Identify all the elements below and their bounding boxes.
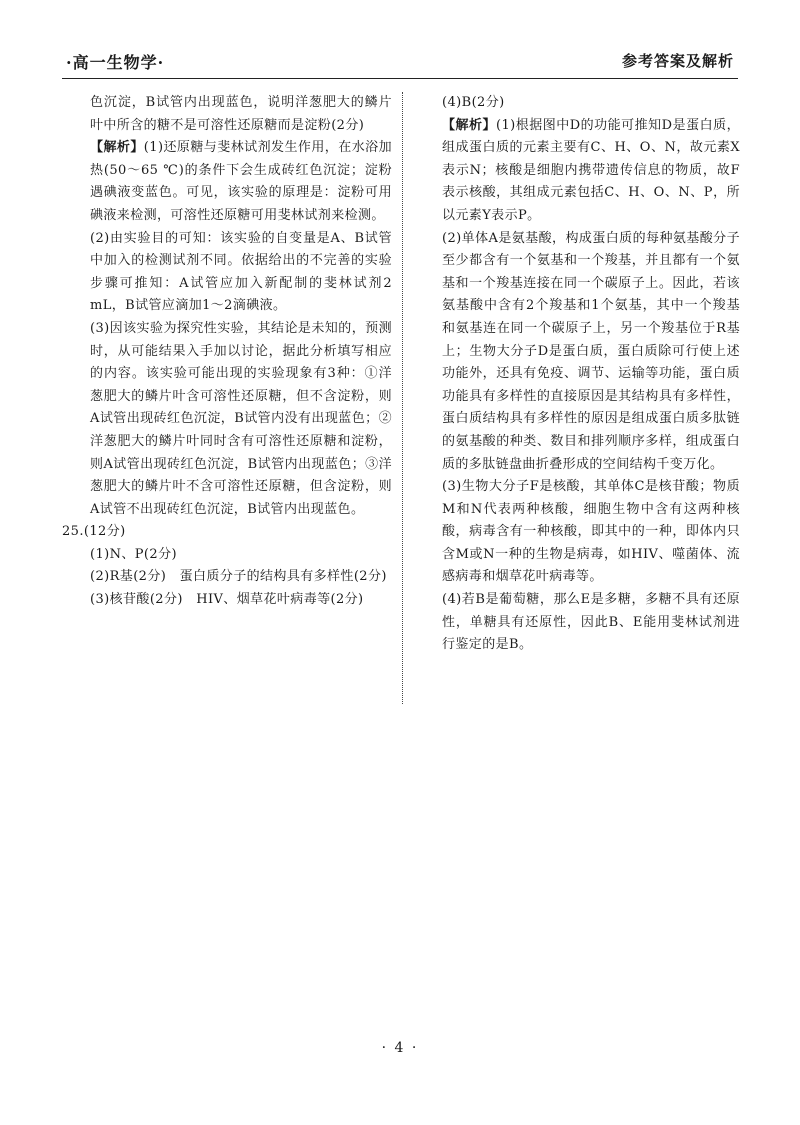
analysis-tag: 【解析】 <box>90 140 144 156</box>
answer-item-4: (4)B(2分) <box>442 95 505 110</box>
left-column <box>62 92 392 612</box>
analysis-paragraph-4: (4)若B是葡萄糖，那么E是多糖，多糖不具有还原性，单糖具有还原性，因此B、E能用斐林试剂进行鉴定的是B。 <box>442 592 740 653</box>
analysis-paragraph-2: (2)由实验目的可知：该实验的自变量是A、B试管中加入的检测试剂不同。依据给出的不完善的实验步骤可推知：A试管应加入新配制的斐林试剂2 mL，B试管应滴加1～2滴碘液。 <box>90 230 392 314</box>
page-header <box>62 44 738 79</box>
page-number: · 4 · <box>381 1040 419 1056</box>
question-number: 25.(12分) <box>62 524 126 540</box>
analysis-text: (1)还原糖与斐林试剂发生作用，在水浴加热(50～65 ℃)的条件下会生成砖红色沉淀；淀粉遇碘液变蓝色。可见，该实验的原理是：淀粉可用碘液来检测，可溶性还原糖可用斐林试剂来检测。 <box>90 140 392 223</box>
answer-item-2: (2)R基(2分) 蛋白质分子的结构具有多样性(2分) <box>90 569 387 585</box>
answer-item-3: (3)核苷酸(2分) HIV、烟草花叶病毒等(2分) <box>90 592 364 608</box>
analysis-text: (1)根据图中D的功能可推知D是蛋白质，组成蛋白质的元素主要有C、H、O、N，故元素X表示N；核酸是细胞内携带遗传信息的物质，故F表示核酸，其组成元素包括C、H、O、N、P，所以元素Y表示P。 <box>442 117 740 223</box>
column-divider <box>402 92 403 704</box>
analysis-paragraph <box>62 137 392 227</box>
right-column <box>414 92 740 657</box>
answer-item-1: (1)N、P(2分) <box>90 546 177 562</box>
answer-paragraph: 色沉淀，B试管内出现蓝色，说明洋葱肥大的鳞片叶中所含的糖不是可溶性还原糖而是淀粉(2分) <box>90 95 392 133</box>
analysis-paragraph-3: (3)生物大分子F是核酸，其单体C是核苷酸；物质M和N代表两种核酸，细胞生物中含有这两种核酸，病毒含有一种核酸，即其中的一种，即体内只含M或N一种的生物是病毒，如HIV、噬菌体、流感病毒和烟草花叶病毒等。 <box>442 479 740 585</box>
analysis-paragraph-3: (3)因该实验为探究性实验，其结论是未知的，预测时，从可能结果入手加以讨论，据此分析填写相应的内容。该实验可能出现的实验现象有3种：①洋葱肥大的鳞片叶含可溶性还原糖，但不含淀粉，则A试管出现砖红色沉淀，B试管内没有出现蓝色；②洋葱肥大的鳞片叶同时含有可溶性还原糖和淀粉，则A试管出现砖红色沉淀，B试管内出现蓝色；③洋葱肥大的鳞片叶不含可溶性还原糖，但含淀粉，则A试管不出现砖红色沉淀，B试管内出现蓝色。 <box>90 320 392 517</box>
subject-title: ·高一生物学· <box>66 53 165 72</box>
analysis-tag: 【解析】 <box>442 117 497 133</box>
analysis-paragraph <box>414 115 740 228</box>
section-title: 参考答案及解析 <box>621 52 734 70</box>
analysis-paragraph-2: (2)单体A是氨基酸，构成蛋白质的每种氨基酸分子至少都含有一个氨基和一个羧基，并且都有一个氨基和一个羧基连接在同一个碳原子上。因此，若该氨基酸中含有2个羧基和1个氨基，其中一个羧基和氨基连在同一个碳原子上，另一个羧基位于R基上；生物大分子D是蛋白质，蛋白质除可行使上述功能外，还具有免疫、调节、运输等功能，蛋白质功能具有多样性的直接原因是其结构具有多样性，蛋白质结构具有多样性的原因是组成蛋白质多肽链的氨基酸的种类、数目和排列顺序多样，组成蛋白质的多肽链盘曲折叠形成的空间结构千变万化。 <box>442 230 740 472</box>
